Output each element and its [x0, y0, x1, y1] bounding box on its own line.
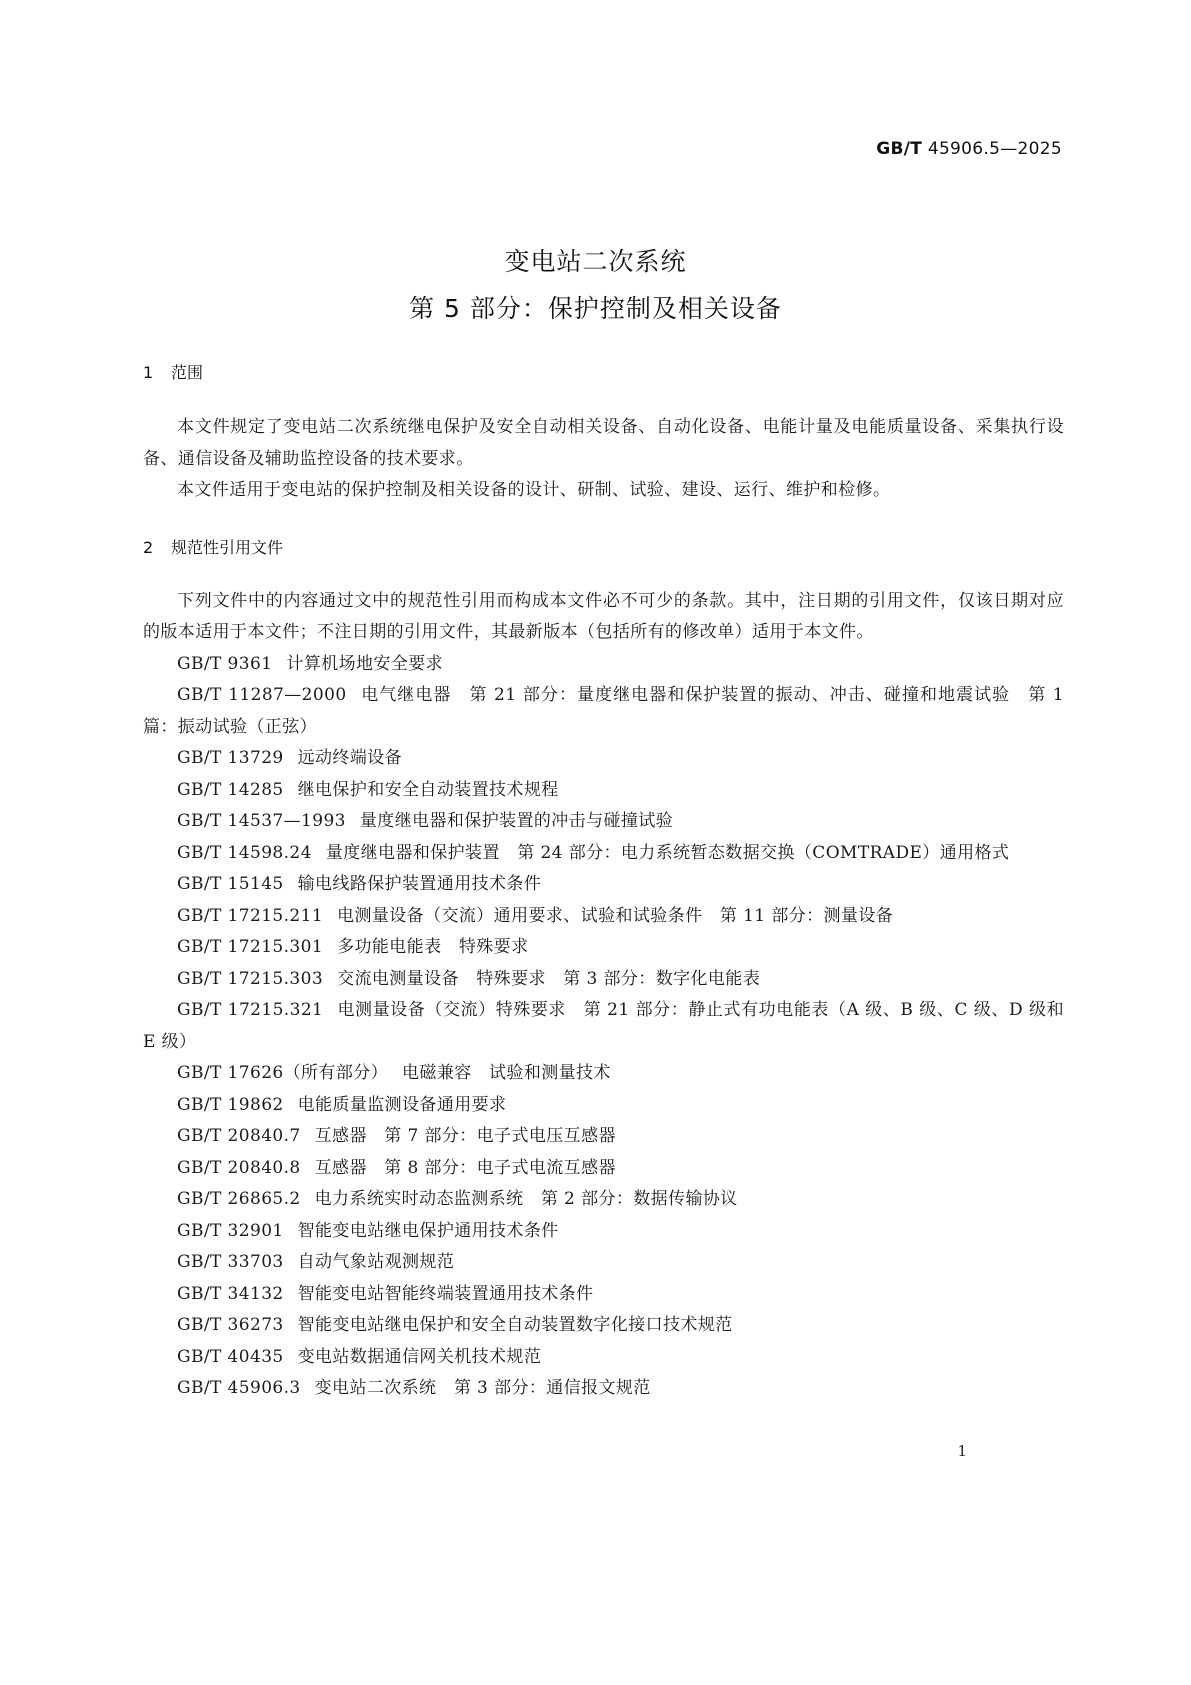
section-1-title: 范围 [171, 363, 204, 382]
reference-item [143, 1058, 1064, 1090]
reference-title: 交流电测量设备 特殊要求 第 3 部分：数字化电能表 [337, 968, 761, 989]
reference-title: 变电站数据通信网关机技术规范 [297, 1346, 542, 1367]
reference-item [143, 1279, 1064, 1311]
reference-title: 输电线路保护装置通用技术条件 [297, 874, 542, 894]
reference-code: GB/T 15145 [177, 874, 284, 894]
reference-title: 变电站二次系统 第 3 部分：通信报文规范 [314, 1378, 651, 1398]
reference-title: 智能变电站继电保护通用技术条件 [297, 1220, 559, 1241]
reference-title: 互感器 第 8 部分：电子式电流互感器 [314, 1157, 616, 1178]
reference-title: 继电保护和安全自动装置技术规程 [297, 779, 559, 800]
reference-title: 互感器 第 7 部分：电子式电压互感器 [314, 1126, 616, 1146]
reference-code: GB/T 11287—2000 [177, 685, 347, 705]
reference-title: 电测量设备（交流）特殊要求 第 21 部分：静止式有功电能表（A 级、B 级、C 级、D 级和 E 级） [143, 1000, 1064, 1052]
reference-item [143, 1121, 1064, 1153]
reference-item [143, 901, 1064, 933]
reference-item [143, 775, 1064, 807]
reference-code: GB/T 45906.3 [177, 1378, 301, 1398]
reference-title: 远动终端设备 [297, 748, 403, 768]
section-1-number: 1 [143, 363, 154, 382]
reference-code: GB/T 14537—1993 [177, 811, 346, 831]
reference-code: GB/T 19862 [177, 1094, 284, 1115]
reference-item [143, 649, 1064, 681]
reference-title: 多功能电能表 特殊要求 [337, 937, 529, 957]
reference-code: GB/T 34132 [177, 1283, 284, 1304]
section-2-title: 规范性引用文件 [171, 537, 284, 557]
reference-code: GB/T 17215.303 [177, 968, 324, 989]
reference-item [143, 1184, 1064, 1216]
reference-code: GB/T 17215.301 [177, 937, 324, 957]
reference-code: GB/T 17215.211 [177, 905, 324, 926]
standard-code: 45906.5—2025 [927, 139, 1062, 159]
reference-title: 电能质量监测设备通用要求 [297, 1094, 507, 1115]
title-line-2: 第 5 部分：保护控制及相关设备 [409, 294, 782, 323]
reference-code: GB/T 17626（所有部分） [177, 1063, 389, 1083]
reference-code: GB/T 20840.8 [177, 1157, 301, 1178]
reference-item [143, 932, 1064, 964]
reference-list [143, 649, 1064, 1405]
reference-code: GB/T 14598.24 [177, 842, 312, 863]
reference-item [143, 1090, 1064, 1122]
reference-item [143, 1373, 1064, 1405]
section-1-heading [143, 356, 1064, 389]
reference-title: 量度继电器和保护装置 第 24 部分：电力系统暂态数据交换（COMTRADE）通用格式 [325, 842, 1010, 863]
reference-title: 智能变电站智能终端装置通用技术条件 [297, 1283, 594, 1304]
reference-title: 电力系统实时动态监测系统 第 2 部分：数据传输协议 [314, 1189, 738, 1209]
reference-code: GB/T 26865.2 [177, 1189, 301, 1209]
scope-paragraph-2: 本文件适用于变电站的保护控制及相关设备的设计、研制、试验、建设、运行、维护和检修。 [177, 480, 891, 500]
reference-code: GB/T 36273 [177, 1315, 284, 1335]
reference-title: 智能变电站继电保护和安全自动装置数字化接口技术规范 [297, 1315, 733, 1335]
standard-number [876, 139, 1062, 159]
reference-item [143, 1342, 1064, 1374]
reference-item [143, 1153, 1064, 1185]
reference-item [143, 743, 1064, 775]
reference-code: GB/T 40435 [177, 1346, 284, 1367]
section-2-heading [143, 531, 1064, 564]
reference-code: GB/T 17215.321 [177, 1000, 324, 1020]
reference-code: GB/T 32901 [177, 1220, 284, 1241]
reference-item [143, 680, 1064, 743]
reference-title: 电测量设备（交流）通用要求、试验和试验条件 第 11 部分：测量设备 [337, 905, 894, 926]
reference-item [143, 1310, 1064, 1342]
reference-code: GB/T 14285 [177, 779, 284, 800]
reference-code: GB/T 9361 [177, 653, 273, 674]
reference-title: 电气继电器 第 21 部分：量度继电器和保护装置的振动、冲击、碰撞和地震试验 第 1 篇：振动试验（正弦） [143, 685, 1064, 737]
reference-item [143, 964, 1064, 996]
scope-paragraph-1: 本文件规定了变电站二次系统继电保护及安全自动相关设备、自动化设备、电能计量及电能质量设备、采集执行设备、通信设备及辅助监控设备的技术要求。 [143, 417, 1064, 469]
reference-title: 自动气象站观测规范 [297, 1252, 455, 1272]
reference-item [143, 1247, 1064, 1279]
reference-item [143, 806, 1064, 838]
reference-item [143, 1216, 1064, 1248]
reference-title: 量度继电器和保护装置的冲击与碰撞试验 [359, 811, 674, 831]
standard-prefix: GB/T [876, 139, 923, 159]
document-body [143, 356, 1064, 1405]
document-title [0, 238, 1191, 332]
section-2-number: 2 [143, 537, 154, 557]
reference-code: GB/T 20840.7 [177, 1126, 301, 1146]
reference-title: 电磁兼容 试验和测量技术 [402, 1063, 611, 1083]
title-line-1: 变电站二次系统 [504, 247, 687, 276]
references-intro: 下列文件中的内容通过文中的规范性引用而构成本文件必不可少的条款。其中，注日期的引用文件，仅该日期对应的版本适用于本文件；不注日期的引用文件，其最新版本（包括所有的修改单）适用于本文件。 [143, 590, 1064, 642]
reference-code: GB/T 13729 [177, 748, 284, 768]
reference-item [143, 869, 1064, 901]
reference-title: 计算机场地安全要求 [286, 653, 444, 674]
page-number: 1 [957, 1442, 967, 1460]
reference-item [143, 838, 1064, 870]
reference-item [143, 995, 1064, 1058]
reference-code: GB/T 33703 [177, 1252, 284, 1272]
